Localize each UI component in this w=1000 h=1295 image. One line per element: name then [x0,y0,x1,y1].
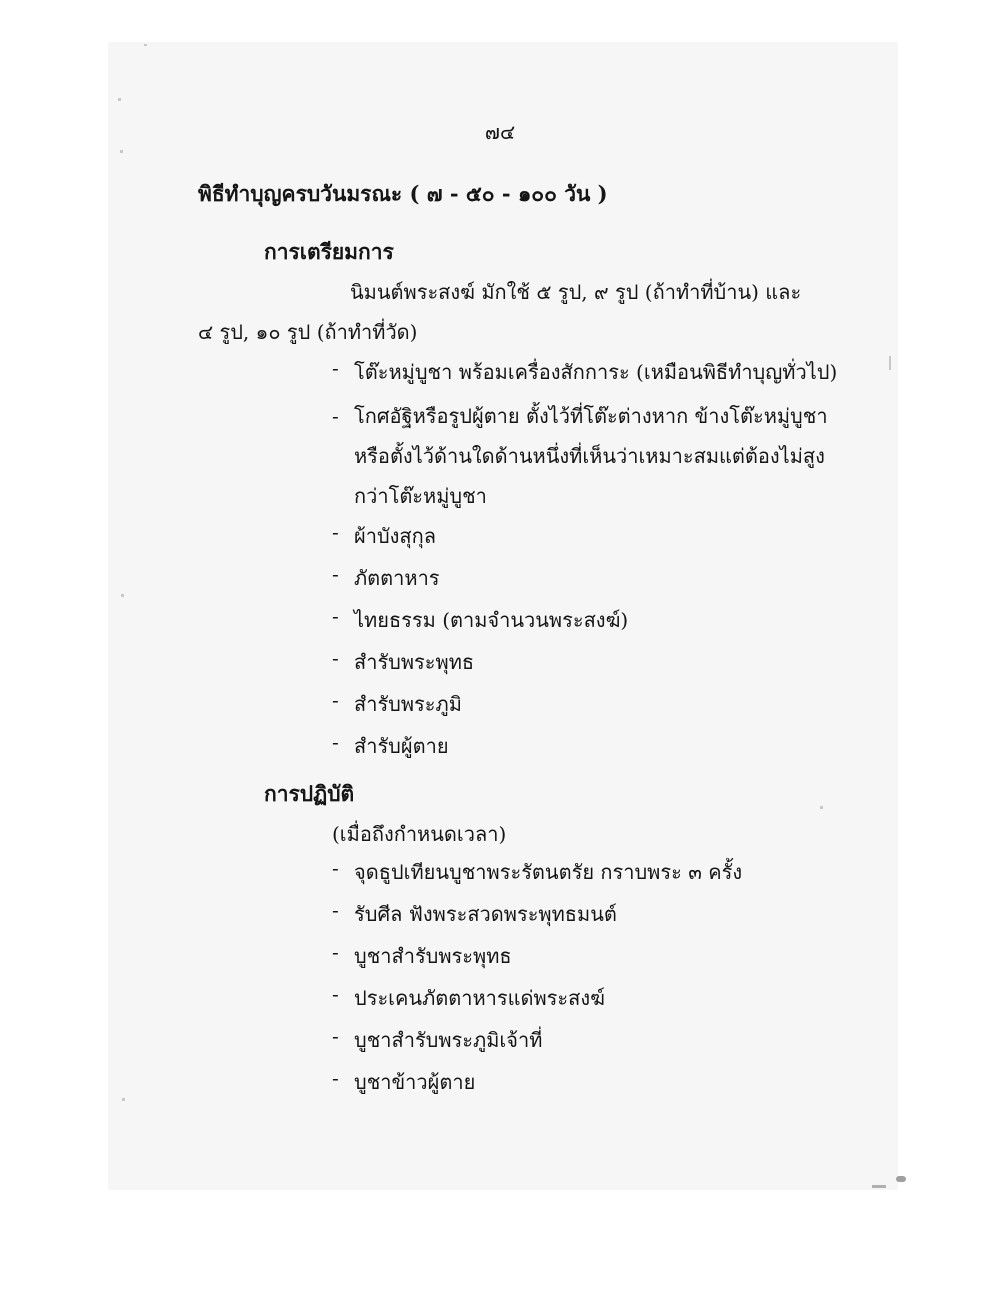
page-number: ๗๔ [484,120,516,144]
list-dash: - [332,404,339,428]
list-item [332,356,837,388]
performance-list [332,856,742,1108]
scan-speck [118,98,121,101]
list-item-text: ประเคนภัตตาหารแด่พระสงฆ์ [354,986,605,1010]
list-item-text: ไทยธรรม (ตามจำนวนพระสงฆ์) [354,608,629,632]
scan-speck [872,1185,886,1188]
list-dash: - [332,356,339,380]
scan-speck [122,1098,125,1101]
list-dash: - [332,520,339,544]
list-item-text: บูชาสำรับพระภูมิเจ้าที่ [354,1028,543,1052]
list-dash: - [332,688,339,712]
preparation-heading: การเตรียมการ [264,239,394,264]
scan-speck [889,356,891,370]
list-item-text: สำรับพระพุทธ [354,650,475,674]
list-item-text: ผ้าบังสุกุล [354,524,436,548]
list-item-text: สำรับพระภูมิ [354,692,462,716]
list-dash: - [332,604,339,628]
list-item-text-line-2: หรือตั้งไว้ด้านใดด้านหนึ่งที่เห็นว่าเหมาะสมแต่ต้องไม่สูง [354,444,825,468]
list-dash: - [332,1066,339,1090]
list-dash: - [332,898,339,922]
scan-speck [120,150,123,153]
preparation-intro-line-2: ๔ รูป, ๑๐ รูป (ถ้าทำที่วัด) [198,320,418,344]
list-dash: - [332,1024,339,1048]
scan-speck [144,44,147,46]
list-dash: - [332,562,339,586]
list-item [332,1024,742,1056]
preparation-list [332,356,837,772]
list-item-text: สำรับผู้ตาย [354,734,449,758]
list-item [332,982,742,1014]
list-item [332,520,837,552]
list-item [332,396,837,516]
list-dash: - [332,856,339,880]
list-dash: - [332,730,339,754]
list-item [332,688,837,720]
scan-speck [820,806,823,809]
list-dash: - [332,982,339,1006]
list-item-text: บูชาข้าวผู้ตาย [354,1070,476,1094]
preparation-intro-line-1: นิมนต์พระสงฆ์ มักใช้ ๕ รูป, ๙ รูป (ถ้าทำที่บ้าน) และ [350,280,802,304]
list-item [332,562,837,594]
list-item-text: จุดธูปเทียนบูชาพระรัตนตรัย กราบพระ ๓ ครั้ง [354,860,743,884]
list-item-text-line-3: กว่าโต๊ะหมู่บูชา [354,484,487,508]
scan-speck [896,1176,906,1182]
list-item [332,604,837,636]
scan-speck [121,594,124,597]
performance-note: (เมื่อถึงกำหนดเวลา) [332,822,507,846]
list-item-text: ภัตตาหาร [354,566,440,590]
list-item-text: บูชาสำรับพระพุทธ [354,944,512,968]
performance-heading: การปฏิบัติ [264,781,355,806]
list-item [332,730,837,762]
list-dash: - [332,940,339,964]
document-title: พิธีทำบุญครบวันมรณะ ( ๗ - ๕๐ - ๑๐๐ วัน ) [198,181,608,206]
list-item [332,1066,742,1098]
list-item-text: รับศีล ฟังพระสวดพระพุทธมนต์ [354,902,617,926]
list-item [332,856,742,888]
list-dash: - [332,646,339,670]
list-item-text-line-1: โกศอัฐิหรือรูปผู้ตาย ตั้งไว้ที่โต๊ะต่างหาก ข้างโต๊ะหมู่บูชา [354,404,828,428]
list-item [332,646,837,678]
list-item [332,940,742,972]
list-item [332,898,742,930]
list-item-text: โต๊ะหมู่บูชา พร้อมเครื่องสักการะ (เหมือนพิธีทำบุญทั่วไป) [354,360,838,384]
